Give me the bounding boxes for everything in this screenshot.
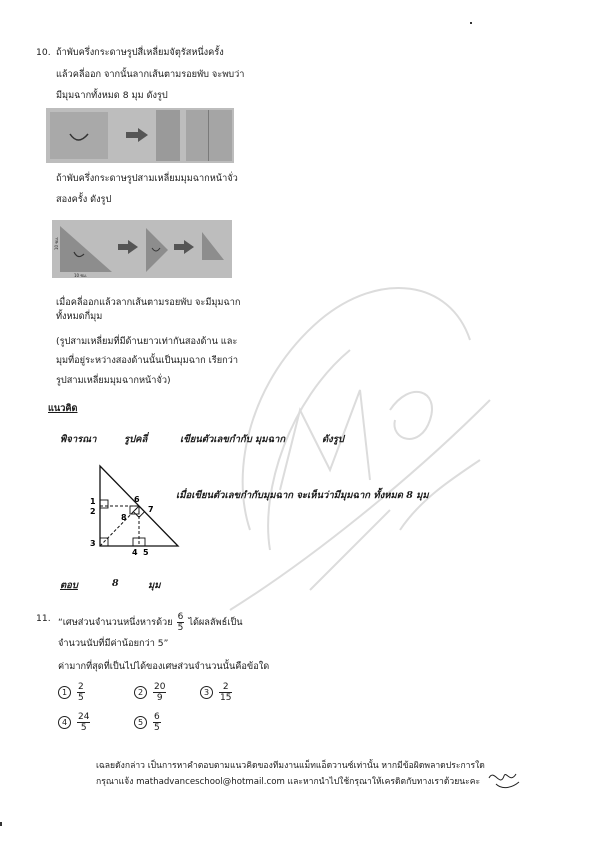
curl-mark-icon bbox=[50, 112, 108, 159]
q10-text-line-4: ถ้าพับครึ่งกระดาษรูปสามเหลี่ยมมุมฉากหน้าจั่ว bbox=[56, 173, 238, 184]
unfolded-square-with-crease bbox=[186, 110, 232, 161]
numerator: 6 bbox=[154, 712, 160, 722]
option-number: 3 bbox=[200, 686, 213, 699]
option-fraction bbox=[77, 712, 90, 733]
scan-speck bbox=[0, 822, 2, 826]
angle-label-3: 3 bbox=[90, 539, 96, 548]
angle-label-4: 4 bbox=[132, 548, 138, 557]
question-10-number: 10. bbox=[36, 47, 51, 58]
q10-text-line-8: (รูปสามเหลี่ยมที่มีด้านยาวเท่ากันสองด้าน และ bbox=[56, 336, 238, 347]
q10-text-line-10: รูปสามเหลี่ยมมุมฉากหน้าจั่ว) bbox=[56, 375, 171, 386]
q11-divisor-denominator: 5 bbox=[177, 623, 184, 633]
angle-label-6: 6 bbox=[134, 495, 140, 504]
q11-divisor-fraction bbox=[177, 612, 185, 633]
quarter-fold-triangle bbox=[200, 230, 226, 270]
option-1[interactable] bbox=[58, 682, 85, 703]
denominator: 9 bbox=[156, 693, 163, 703]
footer-line-1: เฉลยดังกล่าว เป็นการหาคำตอบตามแนวคิดของทีมงานแม็ทแอ็ดวานซ์เท่านั้น หากมีข้อผิดพลาดประการใด bbox=[96, 761, 485, 771]
q10-text-line-6: เมื่อคลี่ออกแล้วลากเส้นตามรอยพับ จะมีมุมฉาก bbox=[56, 297, 241, 308]
q11-text-line-1-part-a: “เศษส่วนจำนวนหนึ่งหารด้วย bbox=[58, 617, 173, 628]
option-fraction bbox=[153, 682, 166, 703]
right-arrow-icon bbox=[174, 240, 194, 254]
q11-text-line-2: จำนวนนับที่มีค่าน้อยกว่า 5” bbox=[58, 638, 169, 649]
right-triangle-paper bbox=[56, 224, 116, 276]
q10-text-line-5: สองครั้ง ดังรูป bbox=[56, 194, 112, 205]
solution-note: เมื่อเขียนตัวเลขกำกับมุมฉาก จะเห็นว่ามีมุมฉาก ทั้งหมด 8 มุม bbox=[176, 490, 429, 501]
solution-handwriting-1: พิจารณา bbox=[60, 434, 97, 445]
q11-divisor-numerator: 6 bbox=[177, 612, 184, 622]
solution-heading: แนวคิด bbox=[48, 403, 78, 414]
solution-handwriting-4: ดังรูป bbox=[322, 434, 344, 445]
solution-handwriting-3: เขียนตัวเลขกำกับ มุมฉาก bbox=[180, 434, 286, 445]
option-number: 1 bbox=[58, 686, 71, 699]
numerator: 2 bbox=[78, 682, 84, 692]
triangle-side-label: 10 ซม. bbox=[53, 237, 59, 250]
q10-text-line-7: ทั้งหมดกี่มุม bbox=[56, 311, 103, 322]
triangle-fold-photo bbox=[52, 220, 232, 278]
square-fold-photo bbox=[46, 108, 234, 163]
angle-label-7: 7 bbox=[148, 505, 154, 514]
option-number: 2 bbox=[134, 686, 147, 699]
q11-text-line-3: ค่ามากที่สุดที่เป็นไปได้ของเศษส่วนจำนวนนั้นคือข้อใด bbox=[58, 661, 270, 672]
q10-text-line-1: ถ้าพับครึ่งกระดาษรูปสี่เหลี่ยมจัตุรัสหนึ่งครั้ง bbox=[56, 47, 224, 58]
angle-label-2: 2 bbox=[90, 507, 96, 516]
angle-label-5: 5 bbox=[143, 548, 149, 557]
right-angle-triangle-diagram bbox=[88, 462, 184, 557]
unfolded-square bbox=[50, 112, 108, 159]
scan-speck bbox=[470, 22, 472, 24]
q10-text-line-2: แล้วคลี่ออก จากนั้นลากเส้นตามรอยพับ จะพบว่า bbox=[56, 69, 245, 80]
folded-strip bbox=[156, 110, 180, 161]
question-11-number: 11. bbox=[36, 613, 51, 624]
option-fraction bbox=[77, 682, 85, 703]
angle-label-1: 1 bbox=[90, 497, 96, 506]
option-number: 5 bbox=[134, 716, 147, 729]
q11-text-line-1-part-b: ได้ผลลัพธ์เป็น bbox=[188, 617, 243, 628]
denominator: 5 bbox=[80, 723, 87, 733]
denominator: 15 bbox=[220, 693, 232, 703]
q10-text-line-3: มีมุมฉากทั้งหมด 8 มุม ดังรูป bbox=[56, 90, 168, 101]
footer-line-2: กรุณาแจ้ง mathadvanceschool@hotmail.com และหากนำไปใช้กรุณาให้เครดิตกับทางเราด้วยนะคะ bbox=[96, 777, 481, 787]
right-arrow-icon bbox=[126, 128, 148, 142]
signature-mark bbox=[486, 764, 522, 792]
option-fraction bbox=[219, 682, 232, 703]
q11-text-line-1 bbox=[58, 612, 242, 633]
numerator: 24 bbox=[78, 712, 90, 722]
answer-label: ตอบ bbox=[60, 580, 78, 591]
option-number: 4 bbox=[58, 716, 71, 729]
denominator: 5 bbox=[154, 723, 160, 733]
q10-text-line-9: มุมที่อยู่ระหว่างสองด้านนั้นเป็นมุมฉาก เรียกว่า bbox=[56, 355, 238, 366]
answer-value: 8 bbox=[112, 578, 119, 589]
half-fold-triangle bbox=[144, 226, 170, 274]
numerator: 2 bbox=[219, 682, 232, 693]
option-fraction bbox=[153, 712, 161, 733]
right-arrow-icon bbox=[118, 240, 138, 254]
triangle-bottom-label: 10 ซม. bbox=[74, 273, 87, 278]
numerator: 20 bbox=[154, 682, 166, 692]
option-5[interactable] bbox=[134, 712, 161, 733]
solution-handwriting-2: รูปคลี่ bbox=[124, 434, 148, 445]
angle-label-8: 8 bbox=[121, 513, 127, 522]
option-2[interactable] bbox=[134, 682, 166, 703]
denominator: 5 bbox=[78, 693, 84, 703]
option-4[interactable] bbox=[58, 712, 90, 733]
option-3[interactable] bbox=[200, 682, 232, 703]
answer-unit: มุม bbox=[148, 580, 161, 591]
